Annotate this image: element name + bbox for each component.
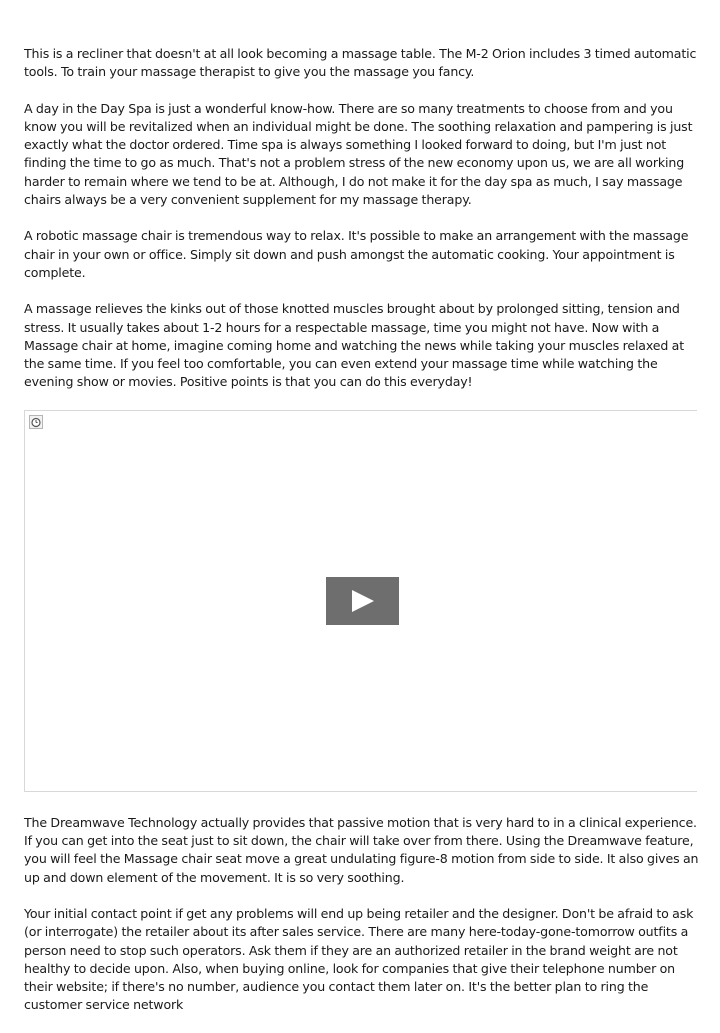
paragraph: A day in the Day Spa is just a wonderful know-how. There are so many treatments to choose from and you know you will be revitalized when an individual might be done. The soothing relaxation and pampering is just exactly what the doctor ordered. Time spa is always something I looked forward to doing, but I'm just not finding the time to go as much. That's not a problem stress of the new economy upon us, we are all working harder to remain where we tend to be at. Although, I do not make it for the day spa as much, I say massage chairs always be a very convenient supplement for my massage therapy.	[24, 100, 693, 208]
paragraph: This is a recliner that doesn't at all look becoming a massage table. The M-2 Orion includes 3 timed automatic tools. To train your massage therapist to give you the massage you fancy.	[24, 46, 697, 80]
play-button[interactable]	[326, 577, 399, 625]
embedded-video[interactable]	[24, 410, 697, 792]
paragraph: A robotic massage chair is tremendous way to relax. It's possible to make an arrangement with the massage chair in your own or office. Simply sit down and push amongst the automatic cooking. Your appointment is complete.	[24, 228, 689, 280]
clock-icon	[29, 415, 43, 429]
article-body	[24, 45, 700, 1033]
paragraph: The Dreamwave Technology actually provides that passive motion that is very hard to in a clinical experience. If you can get into the seat just to sit down, the chair will take over from there. Using the Dreamwave feature, you will feel the Massage chair seat move a great undulating figure-8 motion from side to side. It also gives an up and down element of the movement. It is so very soothing.	[24, 814, 699, 885]
paragraph: A massage relieves the kinks out of those knotted muscles brought about by prolonged sitting, tension and stress. It usually takes about 1-2 hours for a respectable massage, time you might not have. Now with a Massage chair at home, imagine coming home and watching the news while taking your muscles relaxed at the same time. If you feel too comfortable, you can even extend your massage time while watching the evening show or movies. Positive points is that you can do this everyday!	[24, 301, 685, 390]
paragraph: Your initial contact point if get any problems will end up being retailer and the designer. Don't be afraid to ask (or interrogate) the retailer about its after sales service. There are many here-today-gone-tomorrow outfits a person need to stop such operators. Ask them if they are an authorized retailer in the brand weight are not healthy to decide upon. Also, when buying online, look for companies that give their telephone number on their website; if there's no number, audience you contact them later on. It's the better plan to ring the customer service network	[24, 905, 694, 1013]
play-icon	[350, 589, 376, 613]
